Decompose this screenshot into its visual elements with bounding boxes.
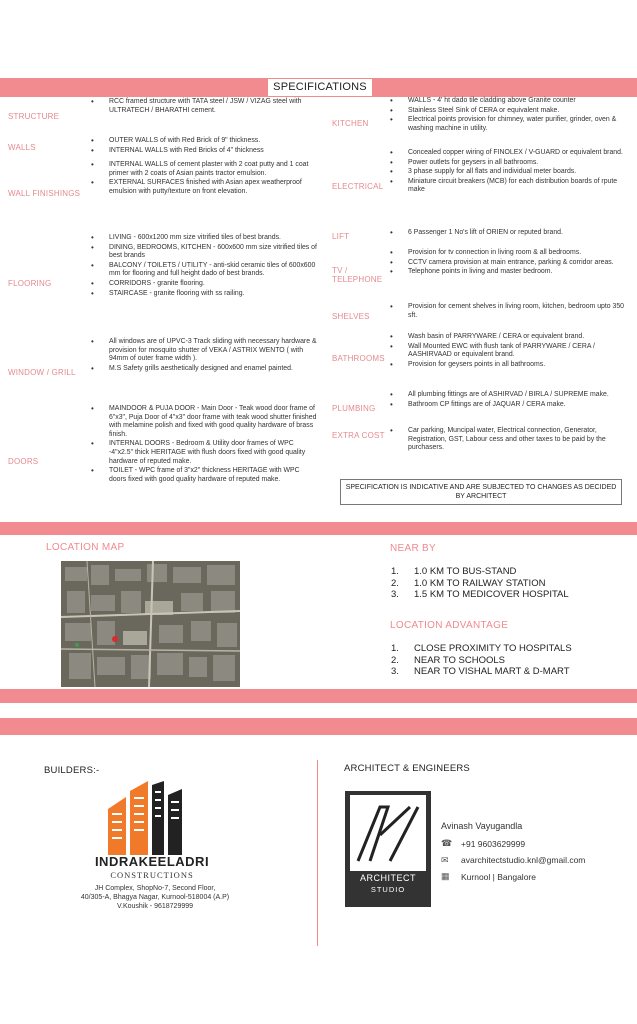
av-monogram-icon <box>350 795 426 871</box>
footer-divider <box>317 760 318 946</box>
spec-category-left-2: WALL FINISHINGS <box>8 189 81 198</box>
list-item <box>391 666 572 678</box>
spec-category-right-0: KITCHEN <box>332 119 369 128</box>
architect-title: ARCHITECT & ENGINEERS <box>344 763 470 774</box>
list-item-number: 3. <box>391 666 399 677</box>
spec-item: • 6 Passenger 1 No's lift of ORIEN or reputed brand. <box>389 229 631 238</box>
location-advantage-title: LOCATION ADVANTAGE <box>390 620 509 631</box>
spec-item: • RCC framed structure with TATA steel / JSW / VIZAG steel with ULTRATECH / BHARATHI cement. <box>90 98 318 115</box>
architect-name: Avinash Vayugandla <box>441 821 523 831</box>
list-item <box>391 589 569 601</box>
spec-item: • CCTV camera provision at main entrance, parking & corridor areas. <box>389 259 631 268</box>
builder-company-name: INDRAKEELADRI <box>94 854 210 869</box>
spec-category-left-3: FLOORING <box>8 279 52 288</box>
spec-category-left-0: STRUCTURE <box>8 112 60 121</box>
location-map-image <box>61 561 240 687</box>
spec-items-left-3 <box>90 234 318 299</box>
spec-item: • OUTER WALLS of with Red Brick of 9" thickness. <box>90 137 318 146</box>
spec-item: • Power outlets for geysers in all bathrooms. <box>389 159 631 168</box>
list-item-number: 3. <box>391 589 399 600</box>
location-pin-icon <box>112 636 118 642</box>
list-item <box>391 578 569 590</box>
spec-item: • Provision for geysers points in all bathrooms. <box>389 361 631 370</box>
spec-item: • INTERNAL DOORS - Bedroom & Utility door frames of WPC -4"x2.5" thick HERITAGE with flush doors fixed with good quality hardware of reputed make. <box>90 440 318 466</box>
list-item-text: NEAR TO VISHAL MART & D-MART <box>414 666 570 677</box>
list-item-text: 1.0 KM TO RAILWAY STATION <box>414 577 546 589</box>
spec-item: • Concealed copper wiring of FINOLEX / V-GUARD or equivalent brand. <box>389 149 631 158</box>
list-item <box>391 643 572 655</box>
spec-item: • CORRIDORS - granite flooring. <box>90 280 318 289</box>
spec-items-right-1 <box>389 149 631 196</box>
architect-logo <box>345 791 431 907</box>
list-item-text: CLOSE PROXIMITY TO HOSPITALS <box>414 643 572 654</box>
spec-category-right-5: BATHROOMS <box>332 354 385 363</box>
builder-logo-icon <box>100 779 204 855</box>
spec-item: • DINING, BEDROOMS, KITCHEN - 600x600 mm size vitrified tiles of best brands <box>90 244 318 261</box>
builder-company-subtitle: CONSTRUCTIONS <box>110 870 194 880</box>
spec-item: • All plumbing fittings are of ASHIRVAD / BIRLA / SUPREME make. <box>389 391 631 400</box>
spec-items-right-0 <box>389 97 631 134</box>
spec-item: • Electrical points provision for chimney, water purifier, grinder, oven & washing machine in utility. <box>389 116 631 133</box>
spec-items-left-0 <box>90 98 318 116</box>
near-by-list <box>391 566 569 601</box>
spec-category-left-4: WINDOW / GRILL <box>8 368 76 377</box>
spec-item: • Provision for tv connection in living room & all bedrooms. <box>389 249 631 258</box>
architect-logo-line1: ARCHITECT <box>360 873 416 883</box>
location-map-title: LOCATION MAP <box>46 542 125 553</box>
spec-items-left-1 <box>90 137 318 156</box>
specifications-title: SPECIFICATIONS <box>268 79 372 96</box>
spec-items-right-6 <box>389 391 631 410</box>
spec-item: • Telephone points in living and master bedroom. <box>389 268 631 277</box>
architect-logo-mark <box>350 795 426 871</box>
near-by-title: NEAR BY <box>390 543 437 554</box>
spec-item: • Miniature circuit breakers (MCB) for each distribution boards of rpute make <box>389 178 631 195</box>
builder-address-line-1: JH Complex, ShopNo-7, Second Floor, <box>94 885 216 892</box>
builder-address-line-2: 40/305-A, Bhagya Nagar, Kurnool-518004 (A.P) <box>80 894 230 901</box>
spec-items-left-2 <box>90 161 318 197</box>
lower-accent-band-1 <box>0 689 637 703</box>
phone-icon: ☎ <box>441 838 453 848</box>
list-item-text: NEAR TO SCHOOLS <box>414 654 505 666</box>
spec-items-right-2 <box>389 229 631 239</box>
spec-category-left-5: DOORS <box>8 457 39 466</box>
spec-item: • All windows are of UPVC-3 Track sliding with necessary hardware & provision for mosquito shutter of VEKA / ASTRIX WENTO ( with 94mm of outer frame width ). <box>90 338 318 364</box>
spec-item: • LIVING - 600x1200 mm size vitrified tiles of best brands. <box>90 234 318 243</box>
spec-item: • TOILET - WPC frame of 3"x2" thickness HERITAGE with WPC doors fixed with good quality hardware of reputed make. <box>90 467 318 484</box>
list-item-number: 1. <box>391 566 399 577</box>
specification-disclaimer: SPECIFICATION IS INDICATIVE AND ARE SUBJECTED TO CHANGES AS DECIDED BY ARCHITECT <box>340 479 622 505</box>
spec-item: • EXTERNAL SURFACES finished with Asian apex weatherproof emulsion with putty/texture on front elevation. <box>90 179 318 196</box>
list-item <box>391 655 572 667</box>
spec-item: • STAIRCASE - granite flooring with ss railing. <box>90 290 318 299</box>
spec-item: • MAINDOOR & PUJA DOOR - Main Door - Teak wood door frame of 6"x3", Puja Door of 4"x3" door frame with teak wood shutter finished with melamine polish and fixed with good quality hardware of brass finish. <box>90 405 318 439</box>
list-item-number: 2. <box>391 577 399 589</box>
spec-item: • INTERNAL WALLS of cement plaster with 2 coat putty and 1 coat primer with 2 coats of Asian paints tractor emulsion. <box>90 161 318 178</box>
spec-item: • BALCONY / TOILETS / UTILITY - anti-skid ceramic tiles of 600x600 mm for flooring and full height dado of best brands. <box>90 262 318 279</box>
spec-category-left-1: WALLS <box>8 143 36 152</box>
spec-category-right-4: SHELVES <box>332 312 370 321</box>
middle-accent-band <box>0 522 637 535</box>
architect-phone: +91 9603629999 <box>461 839 526 849</box>
builders-title: BUILDERS:- <box>44 765 100 776</box>
spec-category-right-2: LIFT <box>332 232 350 241</box>
email-icon: ✉ <box>441 855 449 865</box>
spec-item: • M.S Safety grills aesthetically designed and enamel painted. <box>90 365 318 374</box>
spec-items-right-3 <box>389 249 631 278</box>
lower-accent-band-2 <box>0 718 637 735</box>
builder-contact-line: V.Koushik - 9618729999 <box>116 903 194 910</box>
list-item <box>391 566 569 578</box>
location-advantage-list <box>391 643 572 678</box>
spec-items-right-7 <box>389 427 631 454</box>
architect-location: Kurnool | Bangalore <box>461 872 536 882</box>
architect-email: avarchitectstudio.knl@gmail.com <box>461 855 586 865</box>
spec-item: • Wash basin of PARRYWARE / CERA or equivalent brand. <box>389 333 631 342</box>
spec-items-left-4 <box>90 338 318 374</box>
spec-category-right-6: PLUMBING <box>332 404 376 413</box>
spec-item: • Car parking, Muncipal water, Electrical connection, Generator, Registration, GST, Labour cess and other taxes to be paid by the purchasers. <box>389 427 631 453</box>
spec-items-left-5 <box>90 405 318 485</box>
spec-item: • Wall Mounted EWC with flush tank of PARRYWARE / CERA / AASHIRVAAD or equivalent brand. <box>389 343 631 360</box>
list-item-text: 1.5 KM TO MEDICOVER HOSPITAL <box>414 589 569 600</box>
spec-item: • 3 phase supply for all flats and individual meter boards. <box>389 168 631 177</box>
list-item-number: 1. <box>391 643 399 654</box>
spec-items-right-5 <box>389 333 631 370</box>
aerial-map-graphic <box>61 561 240 687</box>
spec-item: • Stainless Steel Sink of CERA or equivalent make. <box>389 107 631 116</box>
spec-category-right-7: EXTRA COST <box>332 431 385 440</box>
list-item-number: 2. <box>391 654 399 666</box>
spec-items-right-4 <box>389 303 631 321</box>
spec-item: • Bathroom CP fittings are of JAQUAR / CERA make. <box>389 401 631 410</box>
spec-category-right-3: TV / TELEPHONE <box>332 266 383 284</box>
spec-item: • Provision for cement shelves in living room, kitchen, bedroom upto 350 sft. <box>389 303 631 320</box>
spec-category-right-1: ELECTRICAL <box>332 182 384 191</box>
building-icon: ▦ <box>441 871 450 881</box>
list-item-text: 1.0 KM TO BUS-STAND <box>414 566 517 577</box>
architect-logo-line2: STUDIO <box>370 885 406 894</box>
spec-item: • INTERNAL WALLS with Red Bricks of 4" thickness <box>90 147 318 156</box>
spec-item: • WALLS - 4' ht dado tile cladding above Granite counter <box>389 97 631 106</box>
